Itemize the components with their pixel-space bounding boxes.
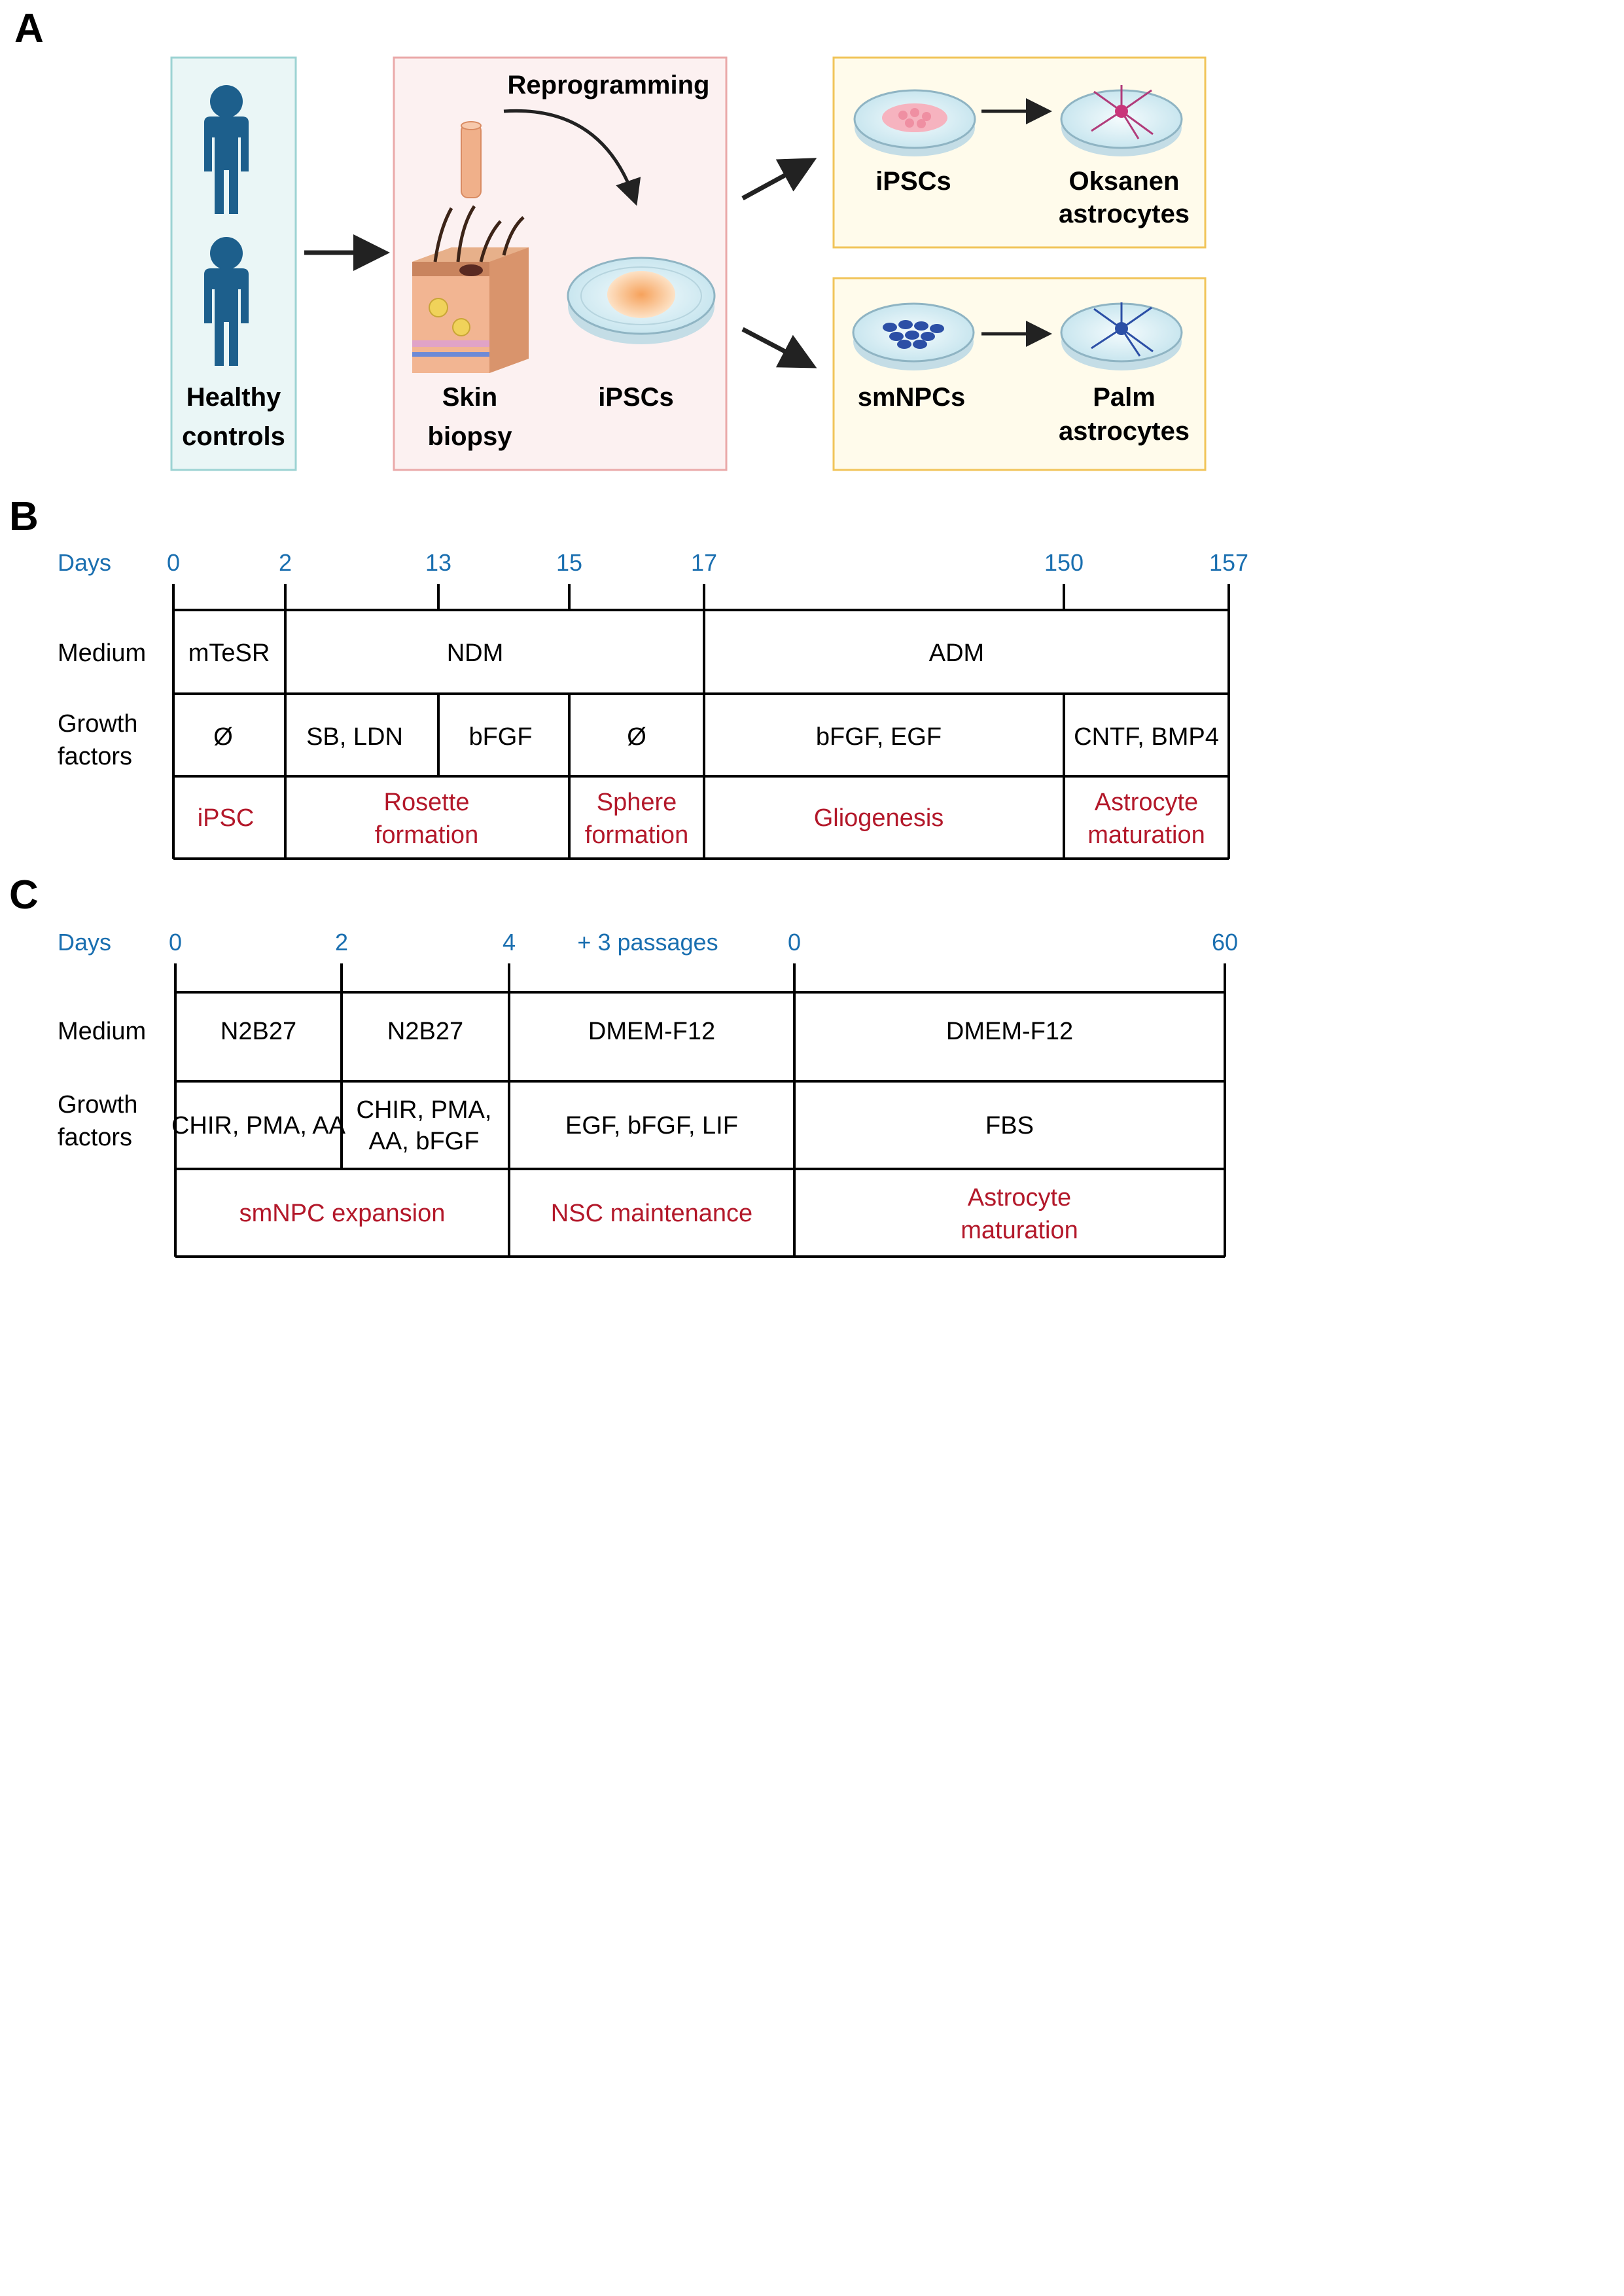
panel-a-letter: A: [14, 6, 44, 51]
panel-c-tick: 60: [1211, 929, 1239, 956]
skin-label-line2: biopsy: [427, 422, 512, 451]
panel-b-medium-cell: mTeSR: [188, 639, 270, 667]
panel-b-stage: formation: [374, 821, 479, 849]
panel-b-tick: 157: [1209, 549, 1249, 576]
panel-b-tick: 0: [166, 549, 181, 576]
panel-b-growth-label-line1: Growth: [58, 710, 138, 738]
panel-b-days-label: Days: [58, 549, 112, 576]
panel-c-medium-cell: N2B27: [387, 1018, 464, 1045]
biopsy-punch-icon: [461, 122, 481, 198]
panel-c-letter: C: [9, 872, 39, 918]
panel-b-growth-cell: bFGF: [468, 723, 533, 751]
oksanen-right-line2: astrocytes: [1058, 200, 1190, 228]
panel-c-medium-label: Medium: [58, 1018, 147, 1045]
oksanen-left-label: iPSCs: [875, 167, 951, 196]
panel-c-stage: maturation: [961, 1217, 1078, 1244]
panel-b-stage: iPSC: [197, 804, 255, 832]
panel-b-medium-cell: NDM: [446, 639, 504, 667]
panel-b-letter: B: [9, 494, 39, 539]
arrow-to-oksanen: [743, 162, 809, 198]
panel-b-stage: maturation: [1087, 821, 1205, 849]
panel-c-growth-label-line1: Growth: [58, 1091, 138, 1119]
panel-b-growth-cell: Ø: [213, 723, 233, 751]
healthy-label-line1: Healthy: [186, 383, 281, 412]
panel-c-growth-cell: AA, bFGF: [368, 1128, 480, 1155]
panel-b-growth-cell: SB, LDN: [306, 723, 403, 751]
panel-c-tick: 0: [787, 929, 802, 956]
panel-b-medium-cell: ADM: [928, 639, 985, 667]
blue-astrocyte-dish-icon: [1061, 302, 1182, 370]
panel-b-stage: Astrocyte: [1094, 789, 1199, 816]
panel-b-tick: 17: [690, 549, 718, 576]
panel-c-growth-cell: EGF, bFGF, LIF: [565, 1112, 738, 1139]
panel-b-tick: 15: [556, 549, 583, 576]
ipscs-label: iPSCs: [598, 383, 674, 412]
panel-b-growth-label-line2: factors: [58, 743, 133, 770]
panel-b-growth-cell: Ø: [627, 723, 646, 751]
panel-c-growth-label-line2: factors: [58, 1124, 133, 1151]
panel-b-stage: formation: [584, 821, 689, 849]
oksanen-right-line1: Oksanen: [1068, 167, 1180, 196]
panel-c-tick: 2: [334, 929, 349, 956]
panel-c-medium-cell: N2B27: [220, 1018, 297, 1045]
skin-label-line1: Skin: [442, 383, 498, 412]
panel-c-growth-cell: CHIR, PMA, AA: [171, 1112, 346, 1139]
ipsc-colony-dish-icon: [855, 90, 975, 156]
panel-c-medium-cell: DMEM-F12: [588, 1018, 716, 1045]
panel-b-stage: Gliogenesis: [813, 804, 944, 832]
panel-c-growth-cell: FBS: [985, 1112, 1034, 1139]
panel-b-growth-cell: CNTF, BMP4: [1074, 723, 1219, 751]
arrow-to-palm: [743, 329, 809, 364]
panel-c-days-label: Days: [58, 929, 112, 956]
panel-c-growth-cell: CHIR, PMA,: [356, 1096, 492, 1124]
panel-c-stage: Astrocyte: [967, 1184, 1072, 1211]
reprogramming-label: Reprogramming: [507, 71, 710, 99]
panel-c-tick: + 3 passages: [577, 929, 718, 956]
panel-c-tick: 0: [168, 929, 183, 956]
palm-right-line1: Palm: [1093, 383, 1156, 412]
ipsc-dish-icon: [568, 258, 715, 344]
panel-b-stage: Sphere: [596, 789, 677, 816]
healthy-label-line2: controls: [182, 422, 285, 451]
panel-b-tick: 150: [1044, 549, 1084, 576]
smnpc-dish-icon: [853, 304, 974, 370]
palm-left-label: smNPCs: [857, 383, 966, 412]
panel-b-medium-label: Medium: [58, 639, 147, 667]
panel-b-growth-cell: bFGF, EGF: [815, 723, 942, 751]
panel-b-tick: 13: [425, 549, 452, 576]
panel-c-stage: smNPC expansion: [239, 1200, 446, 1227]
panel-c-tick: 4: [502, 929, 516, 956]
panel-b-stage: Rosette: [383, 789, 470, 816]
palm-right-line2: astrocytes: [1058, 417, 1190, 446]
panel-c-medium-cell: DMEM-F12: [945, 1018, 1074, 1045]
panel-b-grid: [173, 584, 1229, 859]
panel-b-tick: 2: [278, 549, 292, 576]
panel-c-stage: NSC maintenance: [550, 1200, 753, 1227]
